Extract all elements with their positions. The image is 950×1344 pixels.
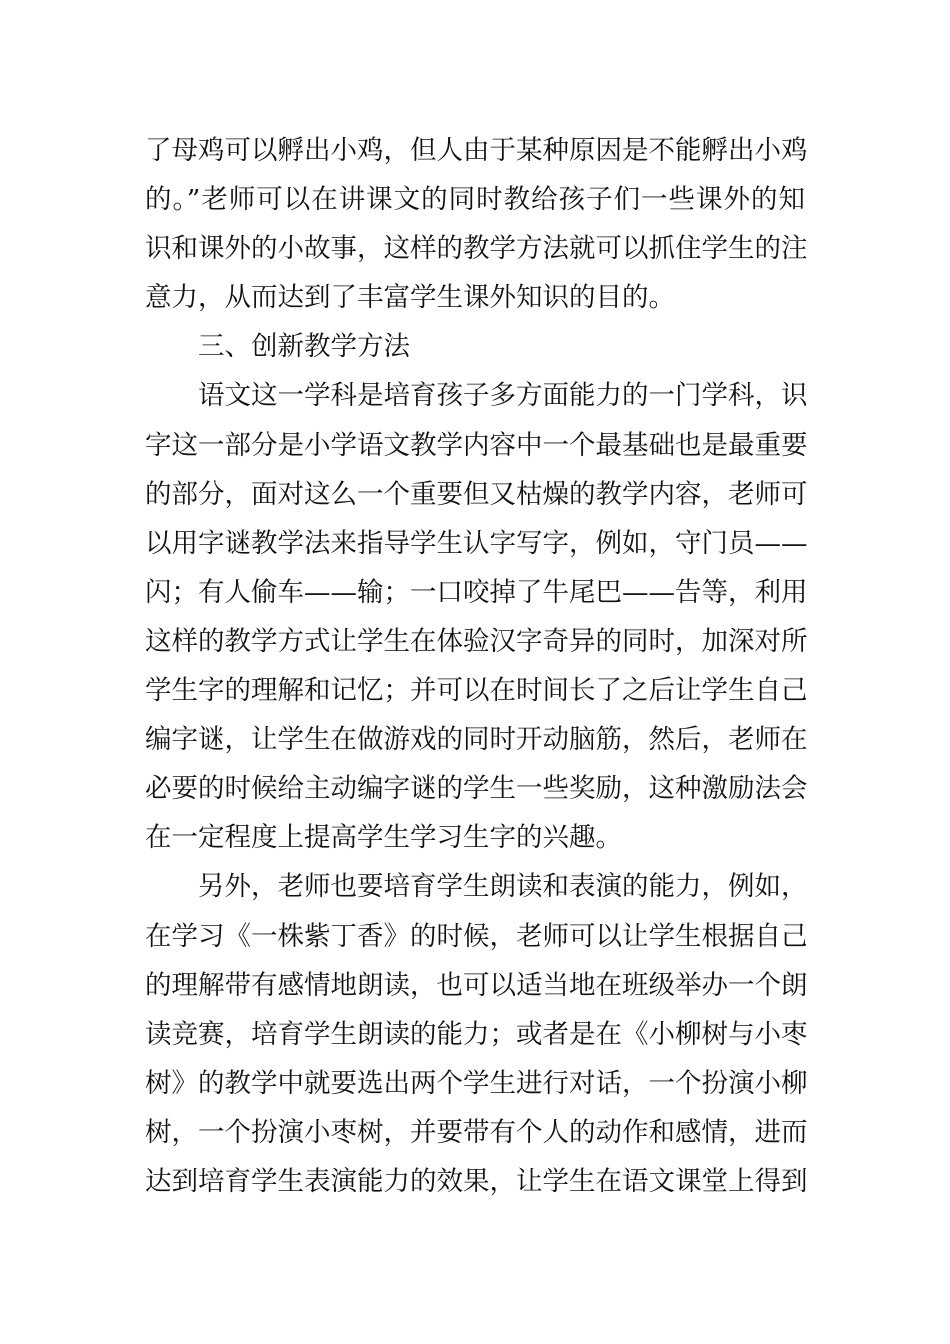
text-line: 达到培育学生表演能力的效果，让学生在语文课堂上得到: [145, 1165, 808, 1197]
text-line: 这样的教学方式让学生在体验汉字奇异的同时，加深对所: [145, 625, 808, 657]
section-heading: [145, 322, 805, 371]
text-line: 另外，老师也要培育学生朗读和表演的能力，例如，: [198, 871, 808, 903]
text-line: 在学习《一株紫丁香》的时候，老师可以让学生根据自己: [145, 920, 808, 952]
text-line: 在一定程度上提高学生学习生字的兴趣。: [145, 822, 622, 854]
text-line: 闪；有人偷车——输；一口咬掉了牛尾巴——告等，利用: [145, 576, 808, 608]
text-line: 的部分，面对这么一个重要但又枯燥的教学内容，老师可: [145, 478, 808, 510]
text-line: 树》的教学中就要选出两个学生进行对话，一个扮演小柳: [145, 1067, 808, 1099]
text-line: 字这一部分是小学语文教学内容中一个最基础也是最重要: [145, 429, 808, 461]
text-line: 以用字谜教学法来指导学生认字写字，例如，守门员——: [145, 527, 808, 559]
text-line: 的理解带有感情地朗读，也可以适当地在班级举办一个朗: [145, 969, 808, 1001]
text-line: 学生字的理解和记忆；并可以在时间长了之后让学生自己: [145, 675, 808, 707]
text-line: 意力，从而达到了丰富学生课外知识的目的。: [145, 282, 675, 314]
paragraph: [145, 126, 808, 322]
paragraph: [145, 371, 808, 862]
text-line: 必要的时候给主动编字谜的学生一些奖励，这种激励法会: [145, 773, 808, 805]
text-line: 了母鸡可以孵出小鸡，但人由于某种原因是不能孵出小鸡: [145, 135, 808, 166]
text-line: 识和课外的小故事，这样的教学方法就可以抓住学生的注: [145, 233, 808, 265]
paragraph: [145, 862, 808, 1206]
text-line: 语文这一学科是培育孩子多方面能力的一门学科，识: [198, 380, 808, 412]
text-line: 树，一个扮演小枣树，并要带有个人的动作和感情，进而: [145, 1116, 808, 1148]
body-text: [145, 126, 808, 1206]
text-line: 三、创新教学方法: [198, 331, 410, 363]
text-line: 编字谜，让学生在做游戏的同时开动脑筋，然后，老师在: [145, 724, 808, 756]
text-line: 的。”老师可以在讲课文的同时教给孩子们一些课外的知: [145, 184, 805, 216]
text-line: 读竞赛，培育学生朗读的能力；或者是在《小柳树与小枣: [145, 1018, 808, 1050]
